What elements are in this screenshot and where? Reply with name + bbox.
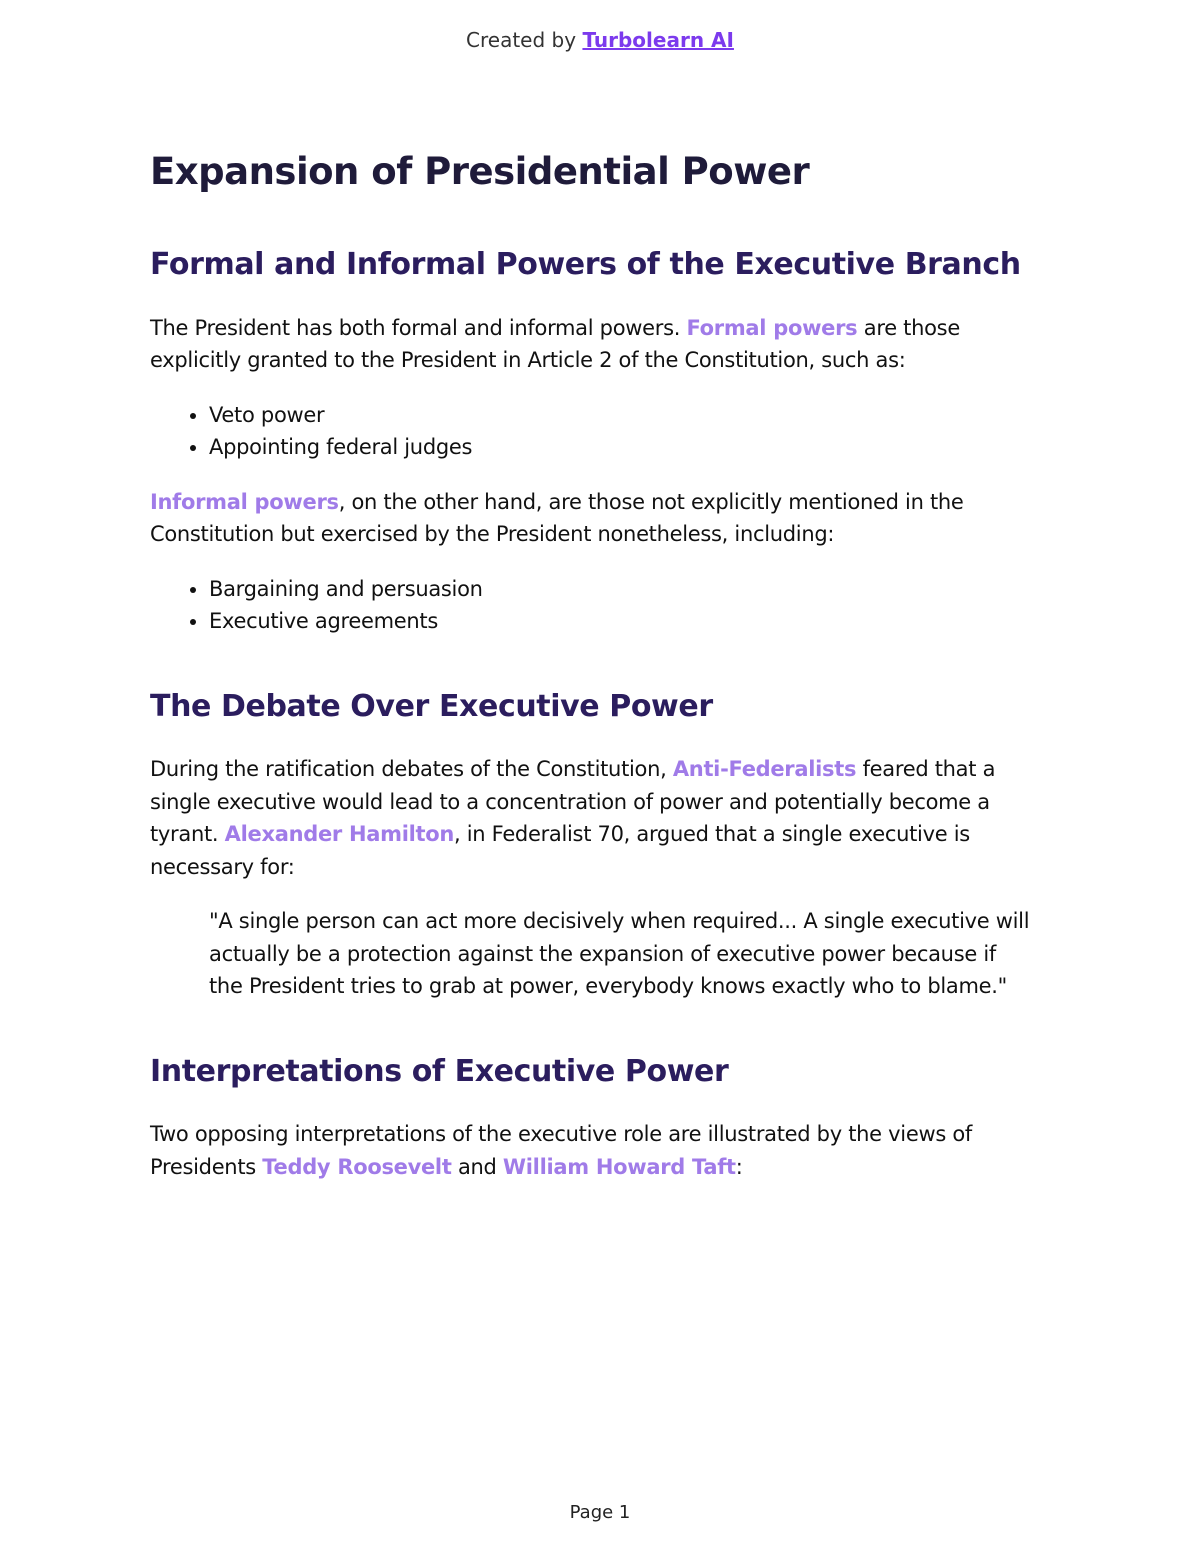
text-run: and <box>451 1154 503 1179</box>
term-informal-powers: Informal powers <box>150 489 339 514</box>
term-anti-federalists: Anti-Federalists <box>672 757 857 782</box>
text-run: Two opposing interpretations of the executive role are illustrated by the views of Presidents <box>150 1122 972 1179</box>
turbolearn-link[interactable]: Turbolearn AI <box>582 28 734 52</box>
text-run: : <box>735 1154 743 1179</box>
page-header <box>0 28 1200 52</box>
informal-powers-list <box>150 573 1030 638</box>
term-teddy-roosevelt: Teddy Roosevelt <box>262 1154 452 1179</box>
text-run: The President has both formal and informal powers. <box>150 315 687 340</box>
text-run: are those explicitly granted to the President in Article 2 of the Constitution, such as: <box>150 315 960 373</box>
list-item: • Executive agreements <box>209 605 1030 638</box>
paragraph-debate <box>150 753 1030 883</box>
section-heading-formal-informal: Formal and Informal Powers of the Executive Branch <box>150 247 1021 283</box>
section-heading-debate: The Debate Over Executive Power <box>150 688 713 724</box>
list-item: • Veto power <box>209 399 1030 432</box>
term-formal-powers: Formal powers <box>686 315 858 340</box>
paragraph-formal-powers <box>150 312 1030 377</box>
text-run: , in Federalist 70, argued that a single executive is necessary for: <box>150 822 970 879</box>
document-body <box>150 150 1030 1183</box>
formal-powers-list <box>150 399 1030 464</box>
paragraph-informal-powers <box>150 486 1030 551</box>
text-run: During the ratification debates of the Constitution, <box>150 757 673 782</box>
list-item: • Bargaining and persuasion <box>209 573 1030 606</box>
text-run: feared that a single executive would lead to a concentration of power and potentially become a tyrant. <box>150 757 996 847</box>
hamilton-quote: "A single person can act more decisively when required... A single executive will actually be a protection against the expansion of executive power because if the President tries to grab at power, everybody knows exactly who to blame." <box>209 909 1030 999</box>
section-heading-interpretations: Interpretations of Executive Power <box>150 1053 729 1089</box>
term-alexander-hamilton: Alexander Hamilton <box>224 822 455 847</box>
term-william-howard-taft: William Howard Taft <box>502 1154 736 1179</box>
paragraph-interpretations <box>150 1118 1030 1183</box>
header-prefix: Created by <box>466 28 577 52</box>
document-title: Expansion of Presidential Power <box>150 150 810 193</box>
text-run: , on the other hand, are those not explicitly mentioned in the Constitution but exercised by the President nonetheless, including: <box>150 489 964 547</box>
list-item: • Appointing federal judges <box>209 431 1030 464</box>
page-number: Page 1 <box>569 1502 631 1523</box>
